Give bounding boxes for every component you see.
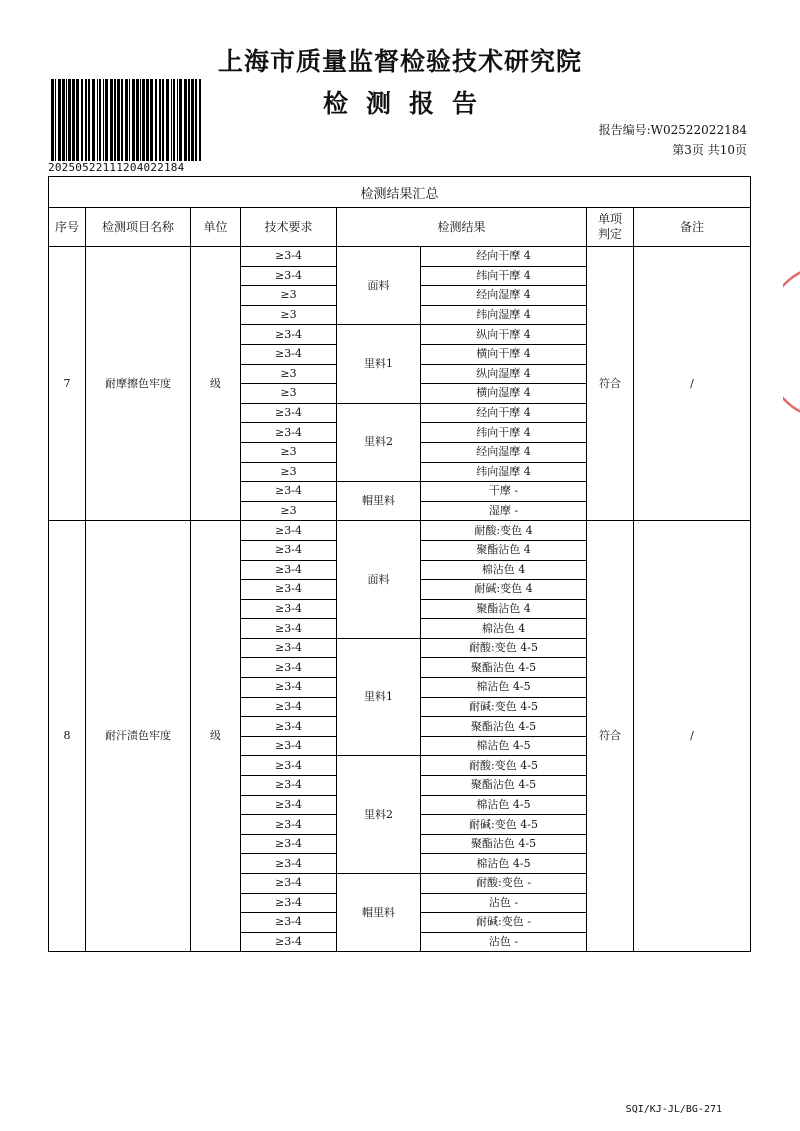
requirement-cell: ≥3-4 xyxy=(241,697,337,717)
item-name-cell: 耐摩擦色牢度 xyxy=(86,247,191,521)
requirement-cell: ≥3-4 xyxy=(241,325,337,345)
remark-cell: / xyxy=(634,247,751,521)
result-cell: 横向湿摩 4 xyxy=(421,384,587,404)
barcode-number: 20250522111204022184 xyxy=(48,161,185,174)
header-requirement: 技术要求 xyxy=(241,208,337,247)
result-cell: 耐碱:变色 4-5 xyxy=(421,697,587,717)
material-cell: 帽里料 xyxy=(337,482,421,521)
requirement-cell: ≥3-4 xyxy=(241,815,337,835)
result-cell: 纬向干摩 4 xyxy=(421,266,587,286)
material-cell: 面料 xyxy=(337,247,421,325)
unit-cell: 级 xyxy=(191,521,241,952)
result-cell: 经向干摩 4 xyxy=(421,247,587,267)
result-cell: 耐碱:变色 4 xyxy=(421,580,587,600)
requirement-cell: ≥3-4 xyxy=(241,344,337,364)
verdict-cell: 符合 xyxy=(587,247,634,521)
requirement-cell: ≥3-4 xyxy=(241,658,337,678)
result-cell: 纬向湿摩 4 xyxy=(421,462,587,482)
result-cell: 纬向湿摩 4 xyxy=(421,305,587,325)
result-cell: 沾色 - xyxy=(421,893,587,913)
result-cell: 聚酯沾色 4 xyxy=(421,599,587,619)
requirement-cell: ≥3-4 xyxy=(241,678,337,698)
result-cell: 纵向干摩 4 xyxy=(421,325,587,345)
item-name-cell: 耐汗渍色牢度 xyxy=(86,521,191,952)
result-cell: 湿摩 - xyxy=(421,501,587,521)
requirement-cell: ≥3-4 xyxy=(241,540,337,560)
result-cell: 耐碱:变色 - xyxy=(421,913,587,933)
requirement-cell: ≥3-4 xyxy=(241,913,337,933)
requirement-cell: ≥3-4 xyxy=(241,247,337,267)
requirement-cell: ≥3 xyxy=(241,384,337,404)
material-cell: 里料2 xyxy=(337,756,421,874)
requirement-cell: ≥3 xyxy=(241,501,337,521)
material-cell: 帽里料 xyxy=(337,874,421,952)
result-cell: 耐碱:变色 4-5 xyxy=(421,815,587,835)
result-cell: 棉沾色 4 xyxy=(421,560,587,580)
requirement-cell: ≥3-4 xyxy=(241,619,337,639)
page-info: 第3页 共10页 xyxy=(672,143,747,157)
header-verdict-line1: 单项 xyxy=(597,212,622,226)
result-cell: 棉沾色 4-5 xyxy=(421,736,587,756)
requirement-cell: ≥3-4 xyxy=(241,834,337,854)
requirement-cell: ≥3 xyxy=(241,442,337,462)
requirement-cell: ≥3-4 xyxy=(241,599,337,619)
form-code: SQI/KJ-JL/BG-271 xyxy=(625,1104,722,1115)
table-row xyxy=(49,521,751,541)
barcode-image xyxy=(51,79,201,161)
result-cell: 聚酯沾色 4 xyxy=(421,540,587,560)
requirement-cell: ≥3-4 xyxy=(241,874,337,894)
requirement-cell: ≥3 xyxy=(241,462,337,482)
requirement-cell: ≥3-4 xyxy=(241,266,337,286)
result-cell: 聚酯沾色 4-5 xyxy=(421,658,587,678)
requirement-cell: ≥3-4 xyxy=(241,756,337,776)
organization-title: 上海市质量监督检验技术研究院 xyxy=(217,47,582,76)
requirement-cell: ≥3-4 xyxy=(241,795,337,815)
result-cell: 耐酸:变色 - xyxy=(421,874,587,894)
result-cell: 横向干摩 4 xyxy=(421,344,587,364)
requirement-cell: ≥3-4 xyxy=(241,717,337,737)
result-cell: 沾色 - xyxy=(421,932,587,952)
result-cell: 耐酸:变色 4-5 xyxy=(421,756,587,776)
requirement-cell: ≥3-4 xyxy=(241,580,337,600)
result-cell: 聚酯沾色 4-5 xyxy=(421,717,587,737)
result-cell: 纬向干摩 4 xyxy=(421,423,587,443)
header-verdict-line2: 判定 xyxy=(597,227,622,241)
result-cell: 纵向湿摩 4 xyxy=(421,364,587,384)
result-cell: 耐酸:变色 4-5 xyxy=(421,638,587,658)
seq-cell: 8 xyxy=(49,521,86,952)
report-number: 报告编号:W02522022184 xyxy=(598,123,747,137)
result-cell: 干摩 - xyxy=(421,482,587,502)
report-title: 检测报告 xyxy=(322,89,495,118)
verdict-cell: 符合 xyxy=(587,521,634,952)
requirement-cell: ≥3 xyxy=(241,305,337,325)
remark-cell: / xyxy=(634,521,751,952)
header-remark: 备注 xyxy=(634,208,751,247)
requirement-cell: ≥3-4 xyxy=(241,932,337,952)
header-verdict xyxy=(587,208,634,247)
requirement-cell: ≥3 xyxy=(241,286,337,306)
result-cell: 经向湿摩 4 xyxy=(421,442,587,462)
header-unit: 单位 xyxy=(191,208,241,247)
requirement-cell: ≥3-4 xyxy=(241,521,337,541)
seq-cell: 7 xyxy=(49,247,86,521)
requirement-cell: ≥3-4 xyxy=(241,893,337,913)
header-result: 检测结果 xyxy=(337,208,587,247)
material-cell: 里料2 xyxy=(337,403,421,481)
requirement-cell: ≥3-4 xyxy=(241,482,337,502)
result-cell: 棉沾色 4-5 xyxy=(421,854,587,874)
material-cell: 面料 xyxy=(337,521,421,639)
requirement-cell: ≥3-4 xyxy=(241,403,337,423)
results-table xyxy=(48,176,751,952)
requirement-cell: ≥3-4 xyxy=(241,423,337,443)
requirement-cell: ≥3-4 xyxy=(241,854,337,874)
material-cell: 里料1 xyxy=(337,638,421,756)
header-seq: 序号 xyxy=(49,208,86,247)
result-cell: 聚酯沾色 4-5 xyxy=(421,834,587,854)
unit-cell: 级 xyxy=(191,247,241,521)
result-cell: 聚酯沾色 4-5 xyxy=(421,776,587,796)
requirement-cell: ≥3-4 xyxy=(241,638,337,658)
result-cell: 棉沾色 4-5 xyxy=(421,795,587,815)
header-item: 检测项目名称 xyxy=(86,208,191,247)
result-cell: 棉沾色 4-5 xyxy=(421,678,587,698)
table-row xyxy=(49,247,751,267)
result-cell: 棉沾色 4 xyxy=(421,619,587,639)
requirement-cell: ≥3-4 xyxy=(241,776,337,796)
material-cell: 里料1 xyxy=(337,325,421,403)
official-seal-stamp xyxy=(783,262,800,422)
table-caption: 检测结果汇总 xyxy=(49,177,751,208)
result-cell: 经向干摩 4 xyxy=(421,403,587,423)
requirement-cell: ≥3 xyxy=(241,364,337,384)
requirement-cell: ≥3-4 xyxy=(241,560,337,580)
requirement-cell: ≥3-4 xyxy=(241,736,337,756)
result-cell: 耐酸:变色 4 xyxy=(421,521,587,541)
result-cell: 经向湿摩 4 xyxy=(421,286,587,306)
